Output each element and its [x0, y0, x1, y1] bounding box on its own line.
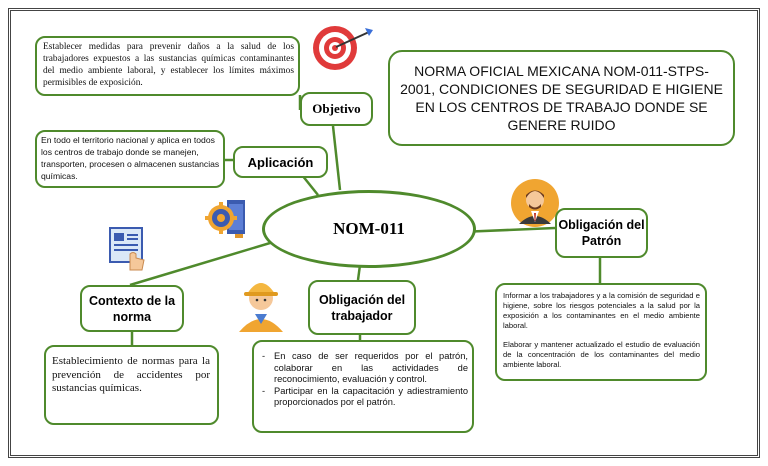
objetivo-text: Establecer medidas para prevenir daños a la salud de los trabajadores expuestos a las sustancias químicas contaminantes del medio ambiente laboral, y establecer los límites máximos permisibles de exposición. [43, 42, 294, 88]
center-label: NOM-011 [333, 219, 405, 238]
gear-blueprint-icon [205, 196, 253, 240]
worker-helmet-icon [233, 268, 289, 332]
trabajador-list [260, 351, 468, 409]
objetivo-label: Objetivo [300, 92, 373, 126]
center-node [262, 190, 476, 268]
document-hand-icon [106, 226, 150, 274]
contexto-text: Establecimiento de normas para la prevención de accidentes por sustancias químicas. [52, 355, 210, 394]
page-title: NORMA OFICIAL MEXICANA NOM-011-STPS-2001, CONDICIONES DE SEGURIDAD E HIGIENE EN LOS CENTROS DE TRABAJO DONDE SE GENERE RUIDO [400, 63, 723, 133]
contexto-label: Contexto de la norma [80, 285, 184, 332]
patron-text-2: Elaborar y mantener actualizado el estudio de evaluación de la concentración de los contaminantes del medio ambiente laboral. [503, 340, 700, 369]
businessman-icon [510, 178, 560, 228]
trabajador-item-2: - Participar en la capacitación y adiestramiento proporcionados por el patrón. [274, 386, 468, 409]
target-icon [309, 22, 375, 72]
patron-text-1: Informar a los trabajadores y a la comisión de seguridad e higiene, sobre los riesgos potenciales a la salud por la exposición a los contaminantes en el medio ambiente laboral. [503, 291, 700, 330]
trabajador-label: Obligación del trabajador [308, 280, 416, 335]
aplicacion-label: Aplicación [233, 146, 328, 178]
patron-label: Obligación del Patrón [555, 208, 648, 258]
trabajador-item-1: - En caso de ser requeridos por el patrón, colaborar en las actividades de reconocimiento, evaluación y control. [274, 351, 468, 386]
aplicacion-text: En todo el territorio nacional y aplica en todos los centros de trabajo donde se manejen, transporten, procesen o almacenen sustancias químicas. [41, 135, 220, 181]
